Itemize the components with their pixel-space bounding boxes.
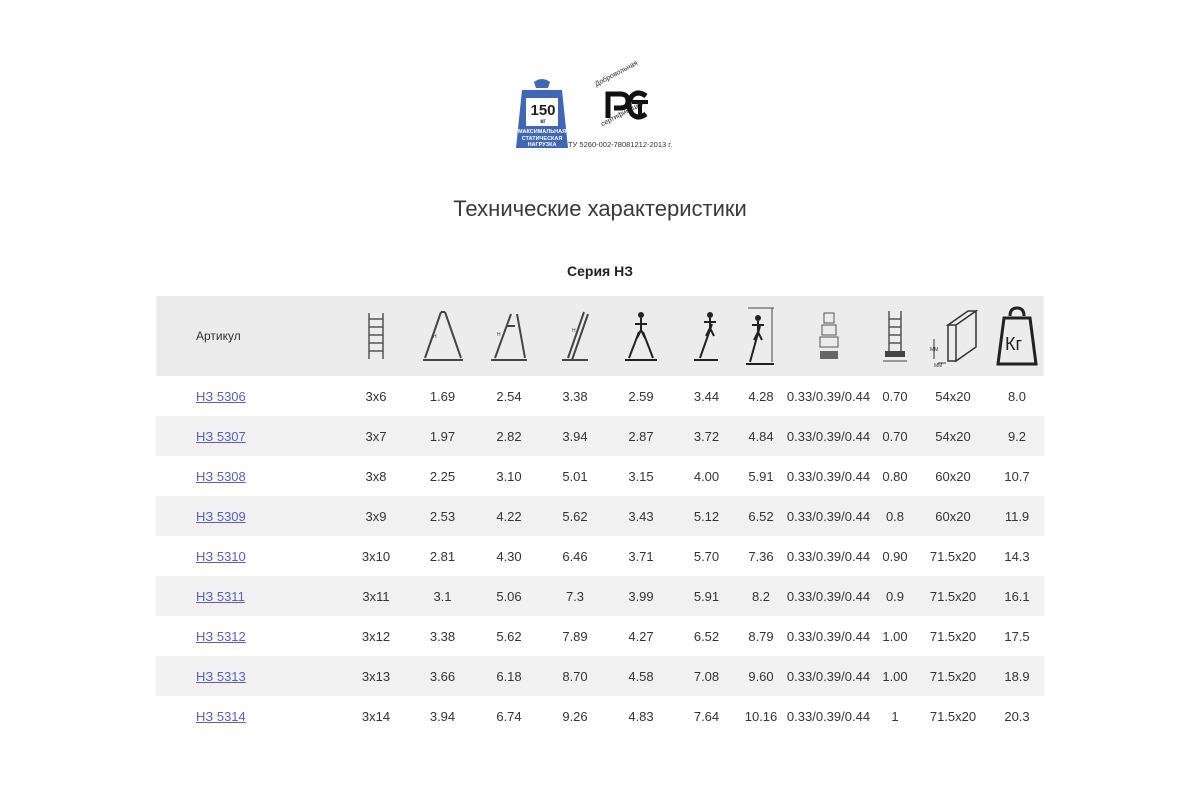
cell-extended-height: 7.89 (562, 628, 588, 644)
cell-extended-height: 3.38 (562, 388, 588, 404)
cell-combined-height: 4.22 (496, 508, 522, 524)
cell-profile-size: 71.5х20 (929, 588, 977, 604)
cell-section-dimensions: 0.33/0.39/0.44 (786, 388, 871, 404)
cell-combined-height: 2.82 (496, 428, 522, 444)
cell-extended-height: 5.62 (562, 508, 588, 524)
cell-max-work-height: 9.60 (748, 668, 774, 684)
cell-section-dimensions: 0.33/0.39/0.44 (786, 428, 871, 444)
article-cell (156, 496, 343, 536)
cell-stepladder-work-height: 4.83 (628, 708, 654, 724)
extended-ladder-height-icon (542, 296, 608, 376)
rst-top-text: Добровольная (594, 59, 639, 89)
profile-size-icon (916, 296, 990, 376)
cell-base-width: 1.00 (882, 668, 908, 684)
article-cell (156, 576, 343, 616)
cell-max-work-height: 7.36 (748, 548, 774, 564)
cell-base-width: 0.70 (882, 388, 908, 404)
table-row (156, 616, 1044, 656)
cell-sections: 3х6 (365, 388, 387, 404)
cell-stepladder-height: 2.25 (429, 468, 456, 484)
cell-base-width: 1 (891, 708, 899, 724)
svg-text:H: H (432, 334, 437, 340)
cell-max-work-height: 8.79 (748, 628, 774, 644)
svg-text:Кг: Кг (1005, 334, 1023, 354)
cell-stepladder-work-height: 3.15 (628, 468, 654, 484)
table-row (156, 536, 1044, 576)
table-row (156, 696, 1044, 736)
article-cell (156, 416, 343, 456)
cell-max-work-height: 8.2 (751, 588, 771, 604)
cell-sections: 3х12 (361, 628, 391, 644)
cell-section-dimensions: 0.33/0.39/0.44 (786, 588, 871, 604)
cell-section-dimensions: 0.33/0.39/0.44 (786, 508, 871, 524)
table-row (156, 376, 1044, 416)
article-link[interactable]: НЗ 5311 (196, 588, 245, 604)
cell-base-width: 0.70 (882, 428, 908, 444)
svg-text:ММ: ММ (934, 363, 943, 367)
cell-combined-height: 4.30 (496, 548, 522, 564)
cell-weight: 10.7 (1004, 468, 1030, 484)
table-row (156, 456, 1044, 496)
article-cell (156, 616, 343, 656)
section-dimensions-icon (783, 296, 874, 376)
cell-extended-work-height: 6.52 (693, 628, 720, 644)
cell-extended-height: 3.94 (562, 428, 588, 444)
cell-stepladder-height: 2.81 (429, 548, 456, 564)
header-article: Артикул (196, 329, 241, 343)
article-link[interactable]: НЗ 5314 (196, 708, 246, 724)
cell-extended-height: 7.3 (565, 588, 585, 604)
cell-stepladder-height: 3.38 (429, 628, 456, 644)
max-work-height-icon (739, 296, 783, 376)
cell-base-width: 1.00 (882, 628, 908, 644)
cell-stepladder-height: 3.1 (433, 588, 452, 604)
cell-combined-height: 3.10 (496, 468, 522, 484)
cell-base-width: 0.80 (882, 468, 908, 484)
weight-icon (990, 296, 1044, 376)
cell-weight: 20.3 (1004, 708, 1030, 724)
rst-bottom-text: сертификация (600, 100, 645, 129)
cell-extended-height: 6.46 (562, 548, 588, 564)
badge-value: 150 (530, 102, 556, 119)
article-link[interactable]: НЗ 5306 (196, 388, 246, 404)
badge-caption (512, 129, 572, 149)
cell-section-dimensions: 0.33/0.39/0.44 (786, 548, 871, 564)
table-row (156, 416, 1044, 456)
stepladder-work-height-icon (608, 296, 674, 376)
series-title: Серия НЗ (567, 263, 633, 279)
cell-sections: 3х8 (365, 468, 387, 484)
cell-extended-work-height: 5.91 (693, 588, 720, 604)
ladder-sections-icon (343, 296, 409, 376)
article-link[interactable]: НЗ 5310 (196, 548, 246, 564)
cell-max-work-height: 4.28 (748, 388, 774, 404)
cell-combined-height: 6.18 (496, 668, 522, 684)
article-cell (156, 456, 343, 496)
cell-extended-work-height: 5.12 (693, 508, 720, 524)
cell-profile-size: 71.5х20 (929, 628, 977, 644)
cell-weight: 17.5 (1004, 628, 1030, 644)
cell-extended-height: 5.01 (562, 468, 588, 484)
article-cell (156, 656, 343, 696)
cell-combined-height: 2.54 (496, 388, 522, 404)
extended-work-height-icon (674, 296, 739, 376)
cell-profile-size: 71.5х20 (929, 548, 977, 564)
article-link[interactable]: НЗ 5307 (196, 428, 246, 444)
cell-weight: 18.9 (1004, 668, 1030, 684)
badge-caption-line: СТАТИЧЕСКАЯ (521, 135, 563, 142)
article-link[interactable]: НЗ 5308 (196, 468, 246, 484)
cell-profile-size: 71.5х20 (929, 668, 977, 684)
cell-sections: 3х13 (361, 668, 391, 684)
cell-combined-height: 5.06 (496, 588, 522, 604)
cell-weight: 11.9 (1004, 508, 1030, 524)
article-link[interactable]: НЗ 5309 (196, 508, 246, 524)
cell-sections: 3х11 (362, 588, 390, 604)
cell-extended-height: 8.70 (562, 668, 588, 684)
cell-max-work-height: 10.16 (744, 708, 778, 724)
cell-extended-work-height: 4.00 (693, 468, 720, 484)
badge-caption-line: МАКСИМАЛЬНАЯ (517, 129, 567, 135)
cell-sections: 3х9 (365, 508, 387, 524)
max-load-badge (512, 78, 572, 152)
cell-stepladder-work-height: 4.58 (628, 668, 654, 684)
cell-sections: 3х7 (365, 428, 387, 444)
svg-text:H: H (497, 332, 501, 338)
cell-stepladder-work-height: 2.87 (628, 428, 654, 444)
cell-profile-size: 54х20 (935, 428, 971, 444)
cell-stepladder-height: 2.53 (429, 508, 456, 524)
cell-section-dimensions: 0.33/0.39/0.44 (786, 628, 871, 644)
cell-combined-height: 6.74 (496, 708, 522, 724)
cell-combined-height: 5.62 (496, 628, 522, 644)
stepladder-height-icon (409, 296, 476, 376)
combined-ladder-height-icon (476, 296, 542, 376)
cell-weight: 16.1 (1004, 588, 1030, 604)
badge-unit: кг (540, 119, 546, 125)
cell-profile-size: 71.5х20 (929, 708, 977, 724)
cell-section-dimensions: 0.33/0.39/0.44 (786, 468, 871, 484)
svg-text:ММ: ММ (930, 347, 939, 353)
page-title: Технические характеристики (453, 196, 747, 221)
specifications-table (156, 296, 1044, 736)
cell-extended-work-height: 3.72 (693, 428, 720, 444)
cell-stepladder-work-height: 4.27 (628, 628, 654, 644)
cell-extended-work-height: 3.44 (693, 388, 720, 404)
table-row (156, 496, 1044, 536)
table-row (156, 656, 1044, 696)
cell-extended-height: 9.26 (562, 708, 588, 724)
cell-stepladder-height: 1.69 (429, 388, 456, 404)
table-row (156, 576, 1044, 616)
cell-stepladder-height: 3.66 (429, 668, 456, 684)
rst-certification-logo (590, 59, 670, 138)
cell-base-width: 0.90 (882, 548, 908, 564)
cell-max-work-height: 4.84 (748, 428, 774, 444)
cell-profile-size: 54х20 (935, 388, 971, 404)
cell-base-width: 0.9 (885, 588, 905, 604)
cell-section-dimensions: 0.33/0.39/0.44 (786, 708, 871, 724)
cell-stepladder-work-height: 2.59 (628, 388, 654, 404)
cell-stepladder-height: 1.97 (429, 428, 456, 444)
svg-text:H: H (572, 328, 576, 334)
cell-sections: 3х10 (361, 548, 391, 564)
base-width-icon (874, 296, 916, 376)
cell-weight: 14.3 (1004, 548, 1030, 564)
cell-stepladder-work-height: 3.43 (628, 508, 654, 524)
table-header-row (156, 296, 1044, 376)
cell-stepladder-height: 3.94 (429, 708, 456, 724)
cell-stepladder-work-height: 3.99 (628, 588, 654, 604)
cell-weight: 9.2 (1007, 428, 1027, 444)
cell-profile-size: 60х20 (935, 508, 971, 524)
article-cell (156, 696, 343, 736)
article-cell (156, 376, 343, 416)
tu-standard-text: ТУ 5260-002-78081212-2013 г. (568, 140, 673, 149)
article-link[interactable]: НЗ 5312 (196, 628, 246, 644)
cell-base-width: 0.8 (885, 508, 905, 524)
cell-weight: 8.0 (1007, 388, 1027, 404)
cell-sections: 3х14 (361, 708, 391, 724)
badge-caption-line: НАГРУЗКА (527, 142, 557, 148)
cell-stepladder-work-height: 3.71 (628, 548, 654, 564)
cell-extended-work-height: 5.70 (693, 548, 720, 564)
cell-max-work-height: 5.91 (748, 468, 774, 484)
article-cell (156, 536, 343, 576)
cell-section-dimensions: 0.33/0.39/0.44 (786, 668, 871, 684)
certification-logos (512, 59, 702, 158)
cell-extended-work-height: 7.08 (693, 668, 720, 684)
cell-extended-work-height: 7.64 (693, 708, 720, 724)
cell-max-work-height: 6.52 (748, 508, 774, 524)
article-link[interactable]: НЗ 5313 (196, 668, 246, 684)
cell-profile-size: 60х20 (935, 468, 971, 484)
